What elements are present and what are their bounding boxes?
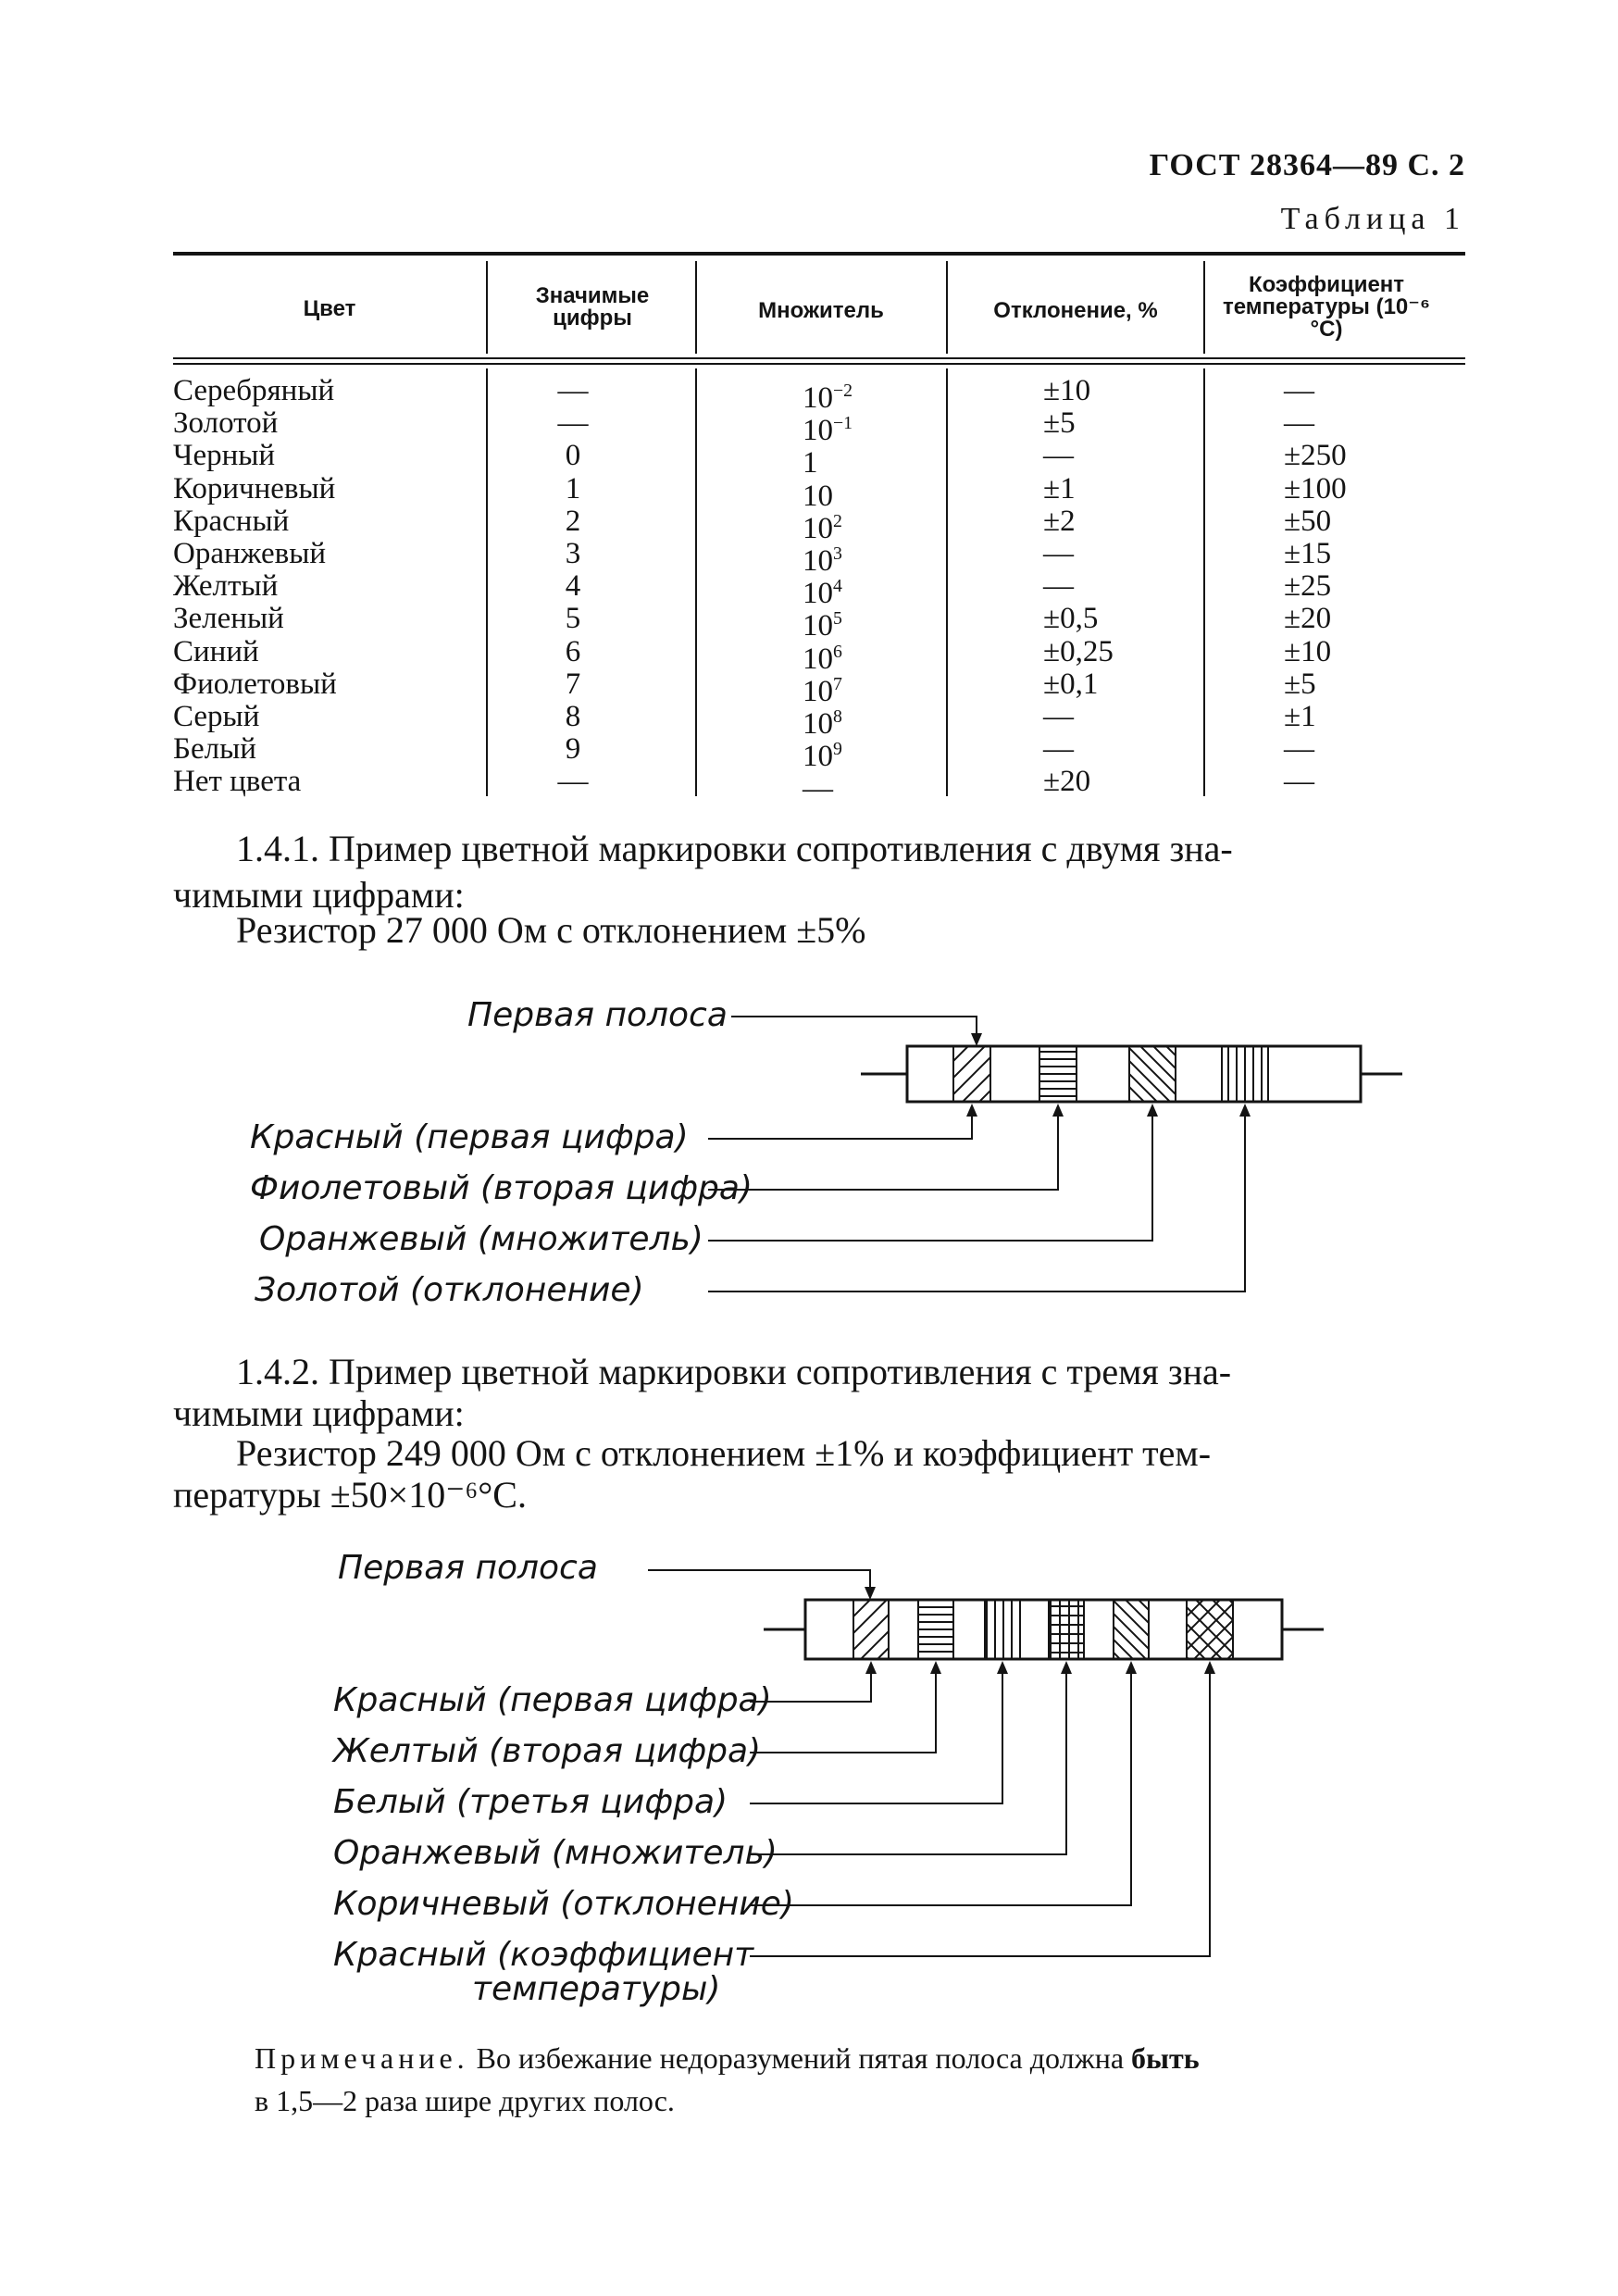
band-yellow — [918, 1600, 953, 1659]
cell-digits: 2 — [565, 504, 581, 538]
table-row — [173, 667, 1465, 708]
table-header-rule-2 — [173, 363, 1465, 365]
col-header-multiplier: Множитель — [758, 298, 884, 323]
first-band-label: Первая полоса — [338, 1549, 598, 1587]
note-bold: быть — [1131, 2041, 1200, 2075]
cell-multiplier: $10^5$ — [803, 608, 842, 643]
band-white — [985, 1600, 1020, 1659]
arrow-icon — [971, 1033, 982, 1046]
cell-color: Коричневый — [173, 471, 336, 505]
arrow-icon — [1126, 1661, 1137, 1674]
col-header-digits: Значимые цифры — [535, 283, 650, 331]
cell-tolerance: — — [1043, 569, 1074, 604]
cell-digits: 4 — [565, 569, 581, 604]
note-text: Во избежание недоразумений пятая полоса должна — [468, 2041, 1132, 2075]
arrow-icon — [1061, 1661, 1072, 1674]
label-multiplier: Оранжевый (множитель) — [333, 1834, 778, 1872]
cell-tolerance: ±0,5 — [1043, 602, 1099, 636]
section-2-line-1: 1.4.2. Пример цветной маркировки сопротивления с тремя зна- — [236, 1351, 1232, 1392]
resistor-diagram-1 — [0, 981, 1618, 1315]
table-row — [173, 406, 1465, 448]
label-digit-2: Фиолетовый (вторая цифра) — [250, 1169, 753, 1207]
band-red-wide — [1187, 1600, 1233, 1659]
cell-multiplier: $10^{-2}$ — [803, 381, 853, 415]
cell-multiplier: — — [803, 772, 833, 806]
cell-multiplier: $10^6$ — [803, 641, 842, 676]
cell-digits: 8 — [565, 700, 581, 733]
cell-digits: — — [557, 374, 589, 407]
cell-tolerance: ±0,1 — [1043, 667, 1099, 701]
section-1-line-1: 1.4.1. Пример цветной маркировки сопротивления с двумя зна- — [236, 828, 1233, 869]
note — [255, 2037, 1200, 2122]
table-header-rule — [173, 357, 1465, 359]
cell-tolerance: ±20 — [1043, 765, 1091, 799]
note-lead: Примечание. — [255, 2041, 469, 2075]
section-2-line-4: пературы ±50×10⁻⁶°С. — [173, 1474, 527, 1516]
cell-digits: 3 — [565, 537, 581, 570]
arrow-icon — [865, 1587, 876, 1600]
cell-color: Серый — [173, 700, 260, 733]
cell-color: Оранжевый — [173, 537, 327, 570]
cell-digits: 1 — [565, 471, 581, 505]
label-multiplier: Оранжевый (множитель) — [259, 1220, 703, 1258]
label-digit-1: Красный (первая цифра) — [250, 1118, 689, 1156]
cell-color: Серебряный — [173, 374, 335, 407]
arrow-icon — [1052, 1104, 1064, 1117]
leader-line — [750, 1666, 1210, 1956]
table-row — [173, 700, 1465, 741]
first-band-leader — [731, 1017, 977, 1042]
col-divider — [486, 261, 488, 354]
cell-digits: 7 — [565, 667, 581, 701]
label-temp-coeff-cont: температуры) — [472, 1970, 721, 2008]
col-header-color: Цвет — [303, 296, 356, 321]
label-digit-3: Белый (третья цифра) — [333, 1783, 728, 1821]
section-1-line-3: Резистор 27 000 Ом с отклонением ±5% — [236, 909, 866, 951]
first-band-leader — [648, 1570, 870, 1596]
band-brown — [1114, 1600, 1149, 1659]
cell-multiplier: $10^{-1}$ — [803, 413, 853, 448]
cell-temp-coeff: ±10 — [1284, 634, 1332, 668]
cell-tolerance: ±0,25 — [1043, 634, 1114, 668]
table-row — [173, 732, 1465, 774]
band-orange — [1129, 1046, 1176, 1102]
label-digit-2: Желтый (вторая цифра) — [333, 1732, 762, 1770]
table-row — [173, 471, 1465, 513]
table-row — [173, 439, 1465, 480]
table-row — [173, 537, 1465, 578]
cell-temp-coeff: ±20 — [1284, 602, 1332, 636]
cell-temp-coeff: — — [1284, 732, 1314, 767]
cell-temp-coeff: ±50 — [1284, 504, 1332, 538]
cell-color: Золотой — [173, 406, 279, 441]
cell-temp-coeff: — — [1284, 406, 1314, 441]
cell-temp-coeff: ±5 — [1284, 667, 1316, 701]
arrow-icon — [865, 1661, 877, 1674]
resistor-diagram-2 — [0, 1537, 1618, 2018]
section-2-line-3: Резистор 249 000 Ом с отклонением ±1% и коэффициент тем- — [236, 1432, 1212, 1474]
cell-color: Фиолетовый — [173, 667, 337, 701]
cell-tolerance: — — [1043, 700, 1074, 733]
band-red — [953, 1046, 990, 1102]
cell-multiplier: $10^7$ — [803, 673, 842, 708]
cell-temp-coeff: ±15 — [1284, 537, 1332, 570]
band-red — [853, 1600, 889, 1659]
cell-temp-coeff: ±1 — [1284, 700, 1316, 733]
cell-tolerance: ±10 — [1043, 374, 1091, 407]
band-violet — [1039, 1046, 1077, 1102]
leader-line — [750, 1666, 1002, 1803]
document-header: ГОСТ 28364—89 С. 2 — [1149, 148, 1465, 182]
cell-temp-coeff: ±250 — [1284, 439, 1347, 473]
band-orange — [1049, 1600, 1084, 1659]
cell-digits: 9 — [565, 732, 581, 767]
arrow-icon — [930, 1661, 941, 1674]
table-row — [173, 634, 1465, 676]
cell-digits: 5 — [565, 602, 581, 636]
col-divider — [1203, 261, 1205, 354]
leader-line — [708, 1109, 972, 1139]
label-tolerance: Коричневый (отклонение) — [333, 1885, 794, 1923]
leader-line — [750, 1666, 936, 1753]
cell-color: Зеленый — [173, 602, 284, 636]
table-row — [173, 374, 1465, 415]
cell-digits: — — [557, 765, 589, 799]
table-row — [173, 569, 1465, 611]
first-band-label: Первая полоса — [467, 996, 728, 1034]
cell-multiplier: $10^3$ — [803, 543, 842, 578]
label-temp-coeff: Красный (коэффициент — [333, 1936, 754, 1974]
cell-digits: 6 — [565, 634, 581, 668]
leader-line — [708, 1109, 1245, 1292]
cell-tolerance: ±5 — [1043, 406, 1076, 441]
cell-color: Синий — [173, 634, 259, 668]
cell-color: Черный — [173, 439, 276, 473]
leader-line — [750, 1666, 1066, 1854]
cell-digits: 0 — [565, 439, 581, 473]
table-row — [173, 765, 1465, 806]
cell-tolerance: ±1 — [1043, 471, 1076, 505]
cell-multiplier: $10^4$ — [803, 576, 842, 611]
table-top-rule — [173, 252, 1465, 256]
cell-multiplier: 10 — [803, 479, 833, 513]
table-caption: Таблица 1 — [1280, 202, 1465, 236]
band-gold — [1222, 1046, 1268, 1102]
table-row — [173, 504, 1465, 545]
cell-color: Желтый — [173, 569, 279, 604]
cell-tolerance: — — [1043, 732, 1074, 767]
cell-multiplier: 1 — [803, 446, 818, 480]
note-line-2: в 1,5—2 раза шире других полос. — [255, 2084, 675, 2117]
section-2-line-2: чимыми цифрами: — [173, 1392, 465, 1434]
label-tolerance: Золотой (отклонение) — [255, 1271, 644, 1309]
cell-color: Красный — [173, 504, 290, 538]
cell-color: Нет цвета — [173, 765, 302, 799]
cell-tolerance: — — [1043, 439, 1074, 473]
label-digit-1: Красный (первая цифра) — [333, 1681, 772, 1719]
arrow-icon — [966, 1104, 977, 1117]
cell-multiplier: $10^8$ — [803, 706, 842, 741]
arrow-icon — [1239, 1104, 1251, 1117]
col-header-tolerance: Отклонение, % — [993, 298, 1158, 323]
leader-line — [708, 1109, 1058, 1190]
cell-color: Белый — [173, 732, 256, 767]
section-1-line-2: чимыми цифрами: — [173, 874, 465, 916]
arrow-icon — [997, 1661, 1008, 1674]
leader-line — [708, 1109, 1152, 1241]
cell-tolerance: ±2 — [1043, 504, 1076, 538]
arrow-icon — [1147, 1104, 1158, 1117]
cell-temp-coeff: — — [1284, 374, 1314, 407]
col-header-temp-coeff: Коэффициент температуры (10⁻⁶ °С) — [1222, 272, 1430, 342]
cell-temp-coeff: — — [1284, 765, 1314, 799]
table-row — [173, 602, 1465, 643]
cell-tolerance: — — [1043, 537, 1074, 570]
cell-digits: — — [557, 406, 589, 441]
cell-multiplier: $10^2$ — [803, 510, 842, 545]
arrow-icon — [1204, 1661, 1215, 1674]
cell-multiplier: $10^9$ — [803, 739, 842, 774]
cell-temp-coeff: ±25 — [1284, 569, 1332, 604]
cell-temp-coeff: ±100 — [1284, 471, 1347, 505]
